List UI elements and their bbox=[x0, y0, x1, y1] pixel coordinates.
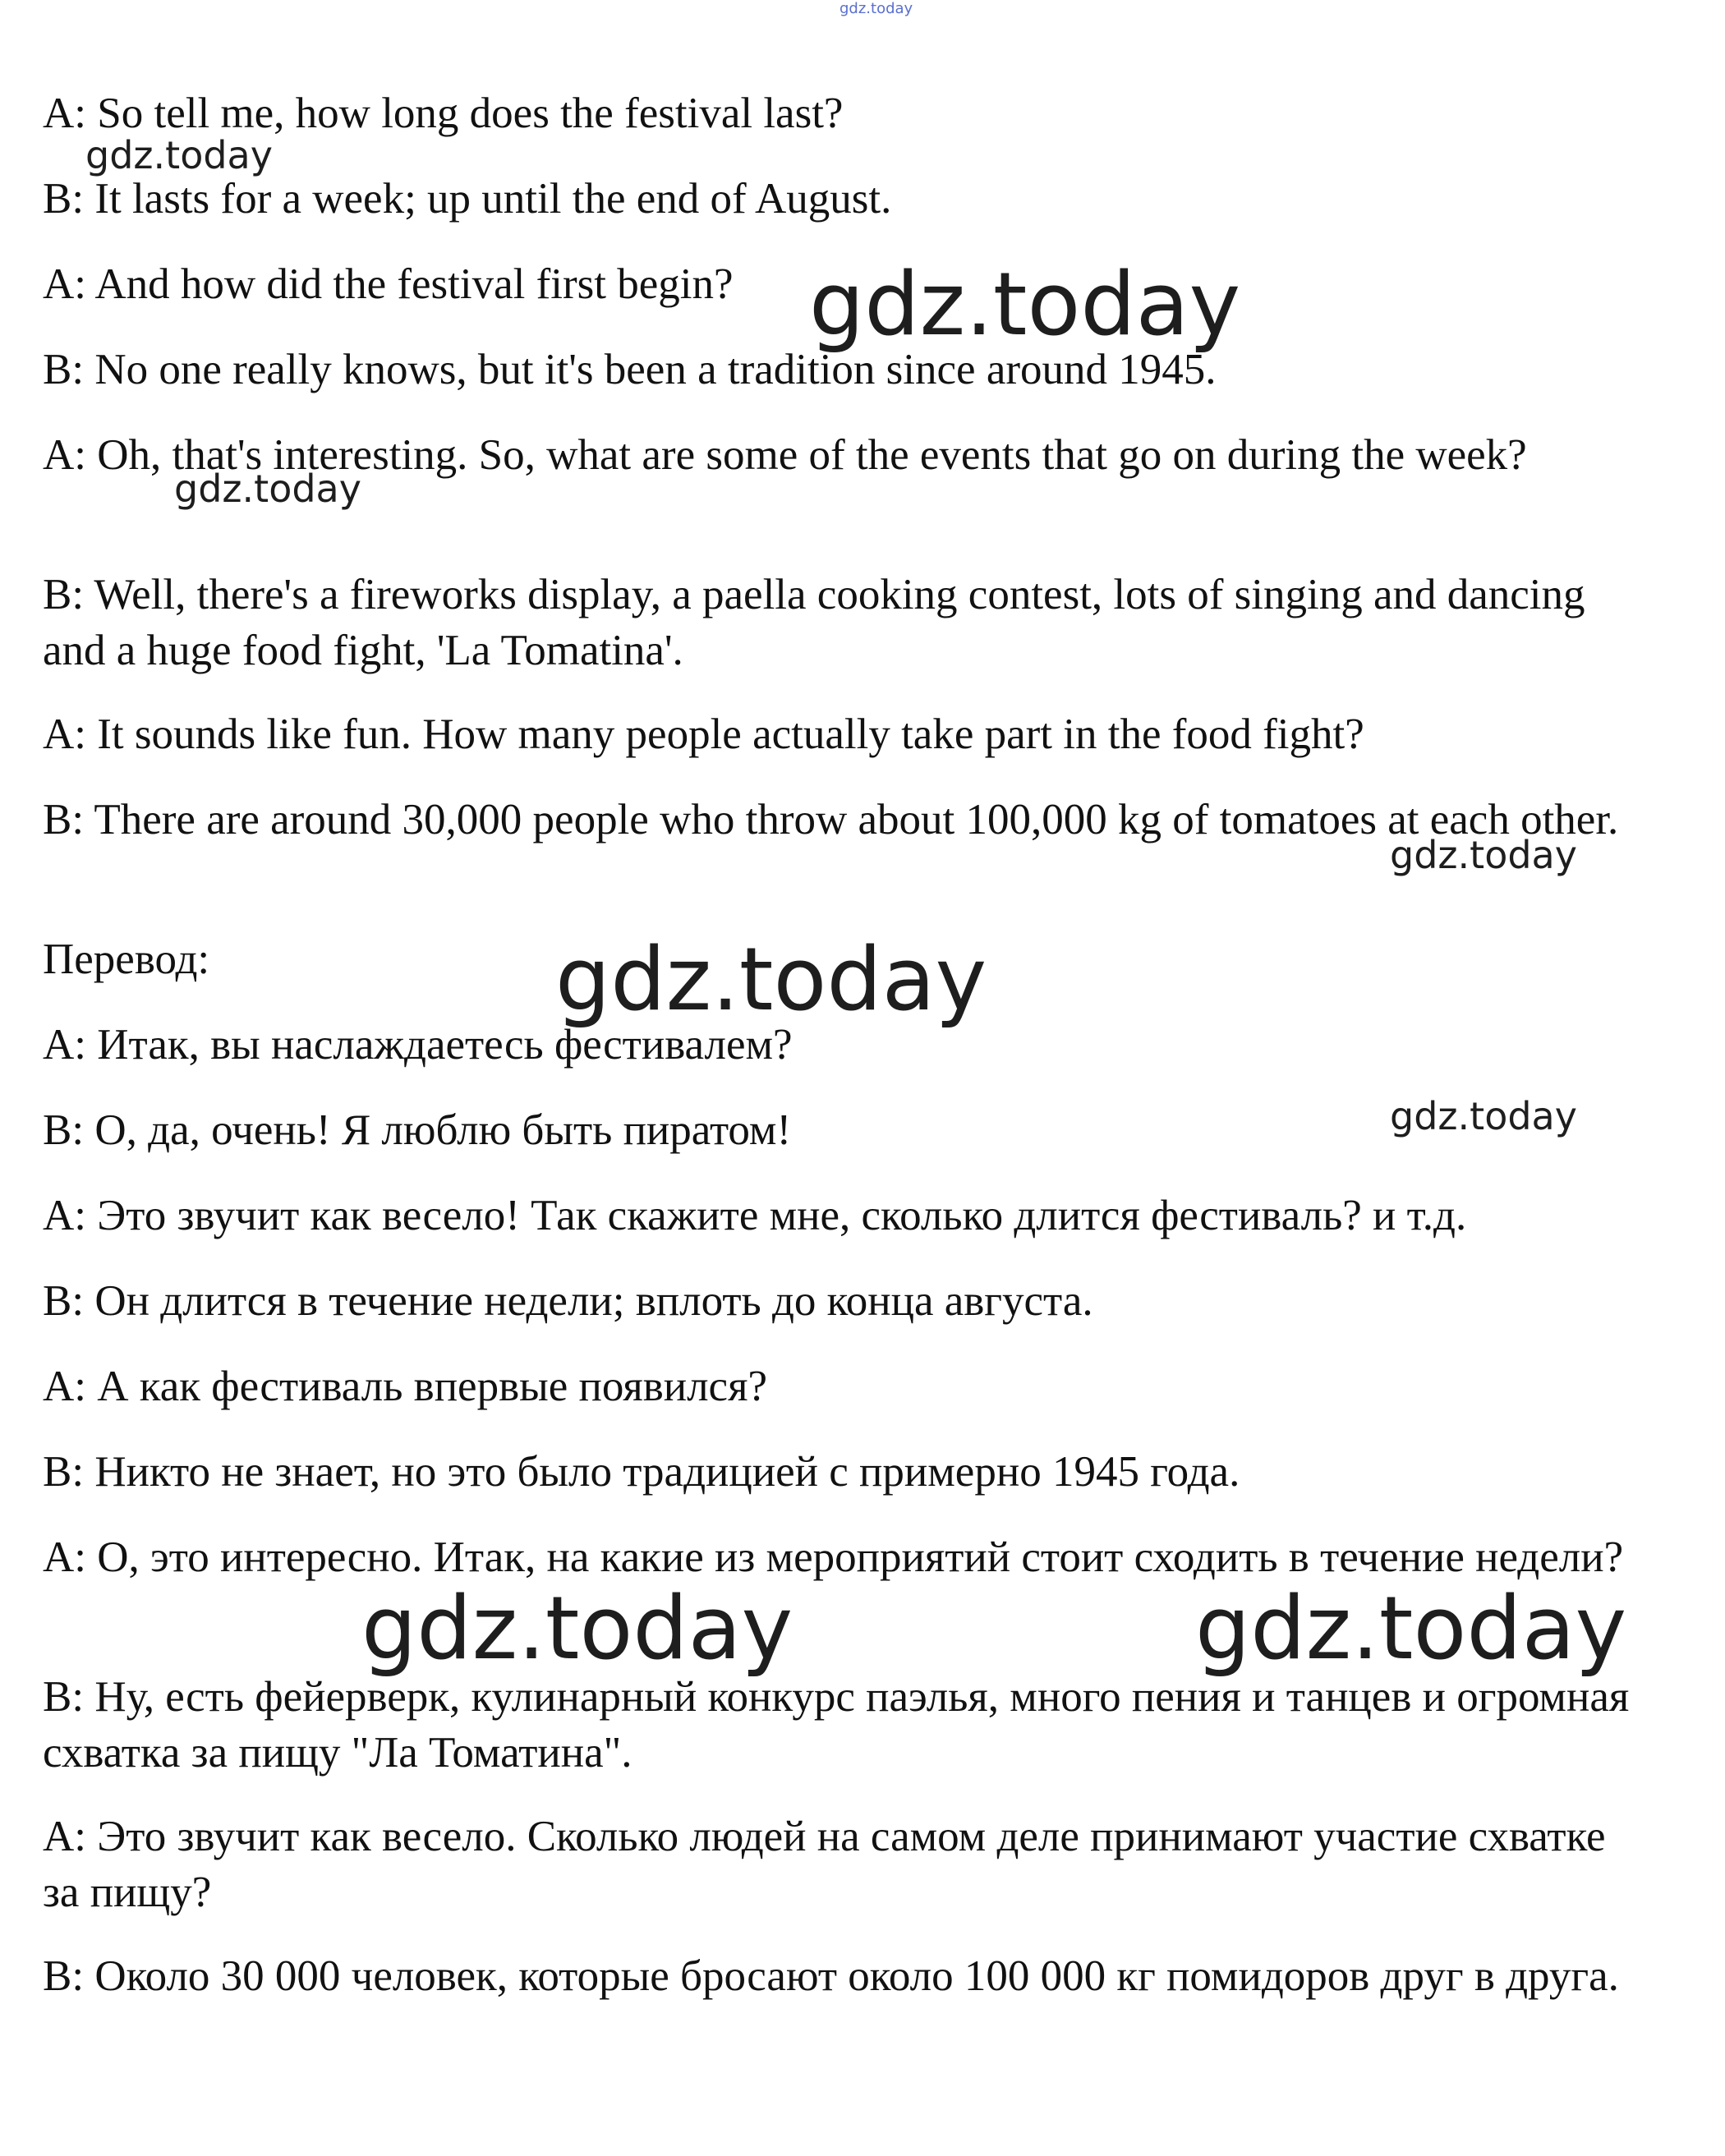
russian-line-5: A: А как фестиваль впервые появился? bbox=[43, 1363, 767, 1410]
english-line-7: A: It sounds like fun. How many people actually take part in the food fight? bbox=[43, 710, 1364, 758]
watermark-2: gdz.today bbox=[809, 254, 1241, 355]
watermark-6: gdz.today bbox=[1390, 1094, 1577, 1138]
english-line-2: B: It lasts for a week; up until the end of August. bbox=[43, 175, 892, 223]
english-line-1: A: So tell me, how long does the festival last? bbox=[43, 90, 844, 137]
watermark-4: gdz.today bbox=[1390, 833, 1577, 877]
watermark-5: gdz.today bbox=[555, 929, 987, 1030]
russian-line-4: B: Он длится в течение недели; вплоть до конца августа. bbox=[43, 1277, 1093, 1325]
watermark-1: gdz.today bbox=[85, 133, 273, 177]
russian-line-9: A: Это звучит как весело. Сколько людей на самом деле принимают участие схватке за пищу? bbox=[43, 1813, 1606, 1916]
russian-line-10: B: Около 30 000 человек, которые бросают около 100 000 кг помидоров друг в друга. bbox=[43, 1952, 1619, 2000]
russian-line-7: A: О, это интересно. Итак, на какие из мероприятий стоит сходить в течение недели? bbox=[43, 1533, 1624, 1581]
russian-line-3: A: Это звучит как весело! Так скажите мне, сколько длится фестиваль? и т.д. bbox=[43, 1192, 1467, 1239]
english-line-3: A: And how did the festival first begin? bbox=[43, 260, 734, 308]
russian-line-6: B: Никто не знает, но это было традицией с примерно 1945 года. bbox=[43, 1448, 1240, 1496]
watermark-3: gdz.today bbox=[174, 467, 361, 511]
english-line-6: B: Well, there's a fireworks display, a paella cooking contest, lots of singing and dancing and a huge food fight, 'La Tomatina'. bbox=[43, 571, 1585, 674]
russian-line-2: B: О, да, очень! Я люблю быть пиратом! bbox=[43, 1106, 792, 1154]
watermark-7: gdz.today bbox=[361, 1578, 794, 1679]
russian-line-8: B: Ну, есть фейерверк, кулинарный конкурс паэлья, много пения и танцев и огромная схватка за пищу "Ла Томатина". bbox=[43, 1673, 1630, 1777]
russian-line-1: A: Итак, вы наслаждаетесь фестивалем? bbox=[43, 1021, 793, 1069]
english-line-8: B: There are around 30,000 people who throw about 100,000 kg of tomatoes at each other. bbox=[43, 796, 1619, 844]
translation-heading: Перевод: bbox=[43, 935, 210, 983]
watermark-8: gdz.today bbox=[1195, 1578, 1627, 1679]
english-line-5: A: Oh, that's interesting. So, what are some of the events that go on during the week? bbox=[43, 431, 1527, 479]
english-line-4: B: No one really knows, but it's been a tradition since around 1945. bbox=[43, 346, 1217, 393]
top-watermark: gdz.today bbox=[840, 0, 913, 17]
